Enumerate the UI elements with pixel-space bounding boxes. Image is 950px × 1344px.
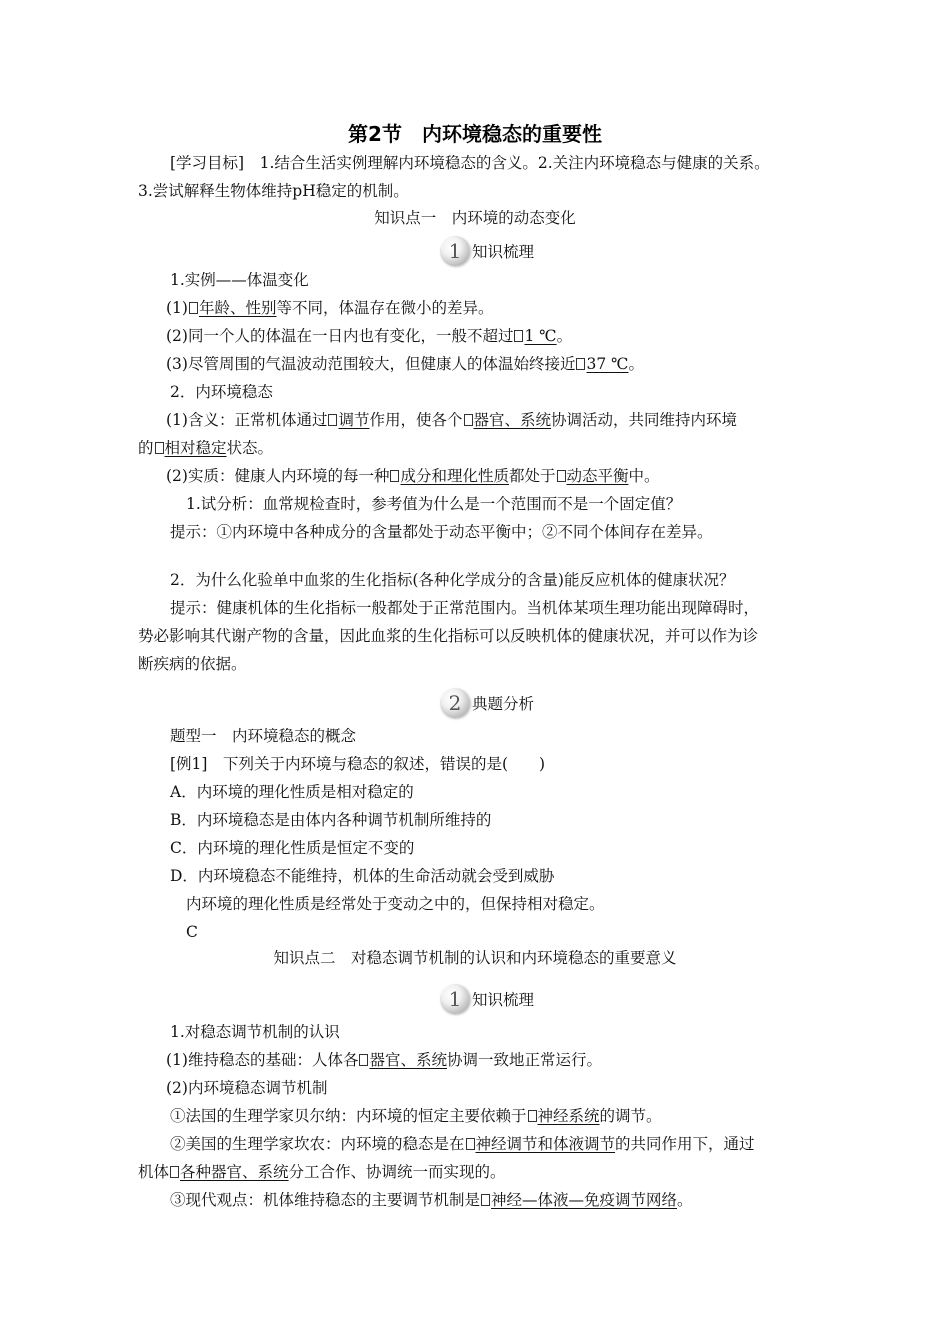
answer-text: 年龄、性别 [198,299,277,317]
badge-typical-analysis [440,688,534,718]
kp2-point-2: ②美国的生理学家坎农：内环境的稳态是在 神经调节和体液调节的共同作用下，通过 [170,1135,755,1153]
kp2-point-2b: 机体 各种器官、系统分工合作、协调统一而实现的。 [138,1163,506,1181]
answer-box-icon [481,1194,490,1206]
kp1-s1-3: (3)尽管周围的气温波动范围较大，但健康人的体温始终接近 37 ℃。 [166,355,644,373]
section-heading-kp2: 知识点二 对稳态调节机制的认识和内环境稳态的重要意义 [273,949,677,967]
answer-box-icon [466,1138,475,1150]
badge-label: 知识梳理 [472,243,535,261]
answer-text: 器官、系统 [369,1051,447,1069]
learning-goals-line1: [学习目标] 1.结合生活实例理解内环境稳态的含义。2.关注内环境稳态与健康的关系。 [170,154,770,172]
answer-letter: C [186,923,198,941]
explanation: 内环境的理化性质是经常处于变动之中的，但保持相对稳定。 [186,895,605,913]
badge-knowledge-review-1 [440,236,534,266]
answer-2-line2: 势必影响其代谢产物的含量，因此血浆的生化指标可以反映机体的健康状况，并可以作为诊 [138,627,759,645]
answer-2-line1: 提示：健康机体的生化指标一般都处于正常范围内。当机体某项生理功能出现障碍时， [170,599,760,617]
badge-label: 知识梳理 [472,991,535,1009]
option-b: B．内环境稳态是由体内各种调节机制所维持的 [170,811,492,829]
answer-box-icon [528,1110,537,1122]
kp1-s2-2: (2)实质：健康人内环境的每一种 成分和理化性质都处于 动态平衡中。 [166,467,660,485]
option-c: C．内环境的理化性质是恒定不变的 [170,839,415,857]
question-type-1: 题型一 内环境稳态的概念 [170,727,357,745]
answer-box-icon [189,302,198,314]
answer-text: 神经调节和体液调节 [475,1135,616,1153]
answer-1: 提示：①内环境中各种成分的含量都处于动态平衡中；②不同个体间存在差异。 [170,523,713,541]
answer-text: 调节 [338,411,370,429]
kp1-s2: 2．内环境稳态 [170,383,273,401]
kp2-point-1: ①法国的生理学家贝尔纳：内环境的恒定主要依赖于 神经系统的调节。 [170,1107,662,1125]
answer-text: 动态平衡 [566,467,629,485]
kp2-point-3: ③现代观点：机体维持稳态的主要调节机制是 神经—体液—免疫调节网络。 [170,1191,693,1209]
kp1-s1-1: (1) 年龄、性别等不同，体温存在微小的差异。 [166,299,494,317]
page-title: 第2节 内环境稳态的重要性 [348,122,602,146]
learning-goals-line2: 3.尝试解释生物体维持pH稳定的机制。 [138,182,409,200]
question-2: 2．为什么化验单中血浆的生化指标(各种化学成分的含量)能反应机体的健康状况？ [170,571,735,589]
kp2-s1-1: (1)维持稳态的基础：人体各 器官、系统协调一致地正常运行。 [166,1051,602,1069]
answer-box-icon [557,470,566,482]
answer-text: 成分和理化性质 [400,467,509,485]
answer-text: 相对稳定 [164,439,227,457]
badge-label: 典题分析 [472,695,535,713]
answer-box-icon [514,330,523,342]
answer-box-icon [390,470,399,482]
badge-knowledge-review-2 [440,984,534,1014]
answer-box-icon [155,442,164,454]
circled-number-icon: 2 [440,688,470,718]
kp1-s1-2: (2)同一个人的体温在一日内也有变化，一般不超过 1 ℃。 [166,327,573,345]
circled-number-icon: 1 [440,984,470,1014]
option-d: D．内环境稳态不能维持，机体的生命活动就会受到威胁 [170,867,555,885]
kp2-s1: 1.对稳态调节机制的认识 [170,1023,340,1041]
question-1: 1.试分析：血常规检查时，参考值为什么是一个范围而不是一个固定值？ [186,495,682,513]
answer-text: 神经—体液—免疫调节网络 [491,1191,678,1209]
answer-text: 1 ℃ [524,327,557,345]
circled-number-icon: 1 [440,236,470,266]
answer-box-icon [464,414,473,426]
example-1: [例1] 下列关于内环境与稳态的叙述，错误的是( ) [170,755,546,773]
option-a: A．内环境的理化性质是相对稳定的 [170,783,414,801]
answer-text: 各种器官、系统 [180,1163,289,1181]
answer-2-line3: 断疾病的依据。 [138,655,247,673]
kp1-s2-1b: 的 相对稳定状态。 [138,439,274,457]
section-heading-kp1: 知识点一 内环境的动态变化 [374,209,576,227]
answer-box-icon [170,1166,179,1178]
answer-text: 器官、系统 [473,411,552,429]
answer-text: 37 ℃ [586,355,629,373]
kp2-s1-2: (2)内环境稳态调节机制 [166,1079,328,1097]
answer-text: 神经系统 [537,1107,600,1125]
answer-box-icon [328,414,337,426]
kp1-s2-1: (1)含义：正常机体通过 调节作用，使各个 器官、系统协调活动，共同维持内环境 [166,411,738,429]
answer-box-icon [359,1054,368,1066]
kp1-s1: 1.实例——体温变化 [170,271,309,289]
answer-box-icon [576,358,585,370]
